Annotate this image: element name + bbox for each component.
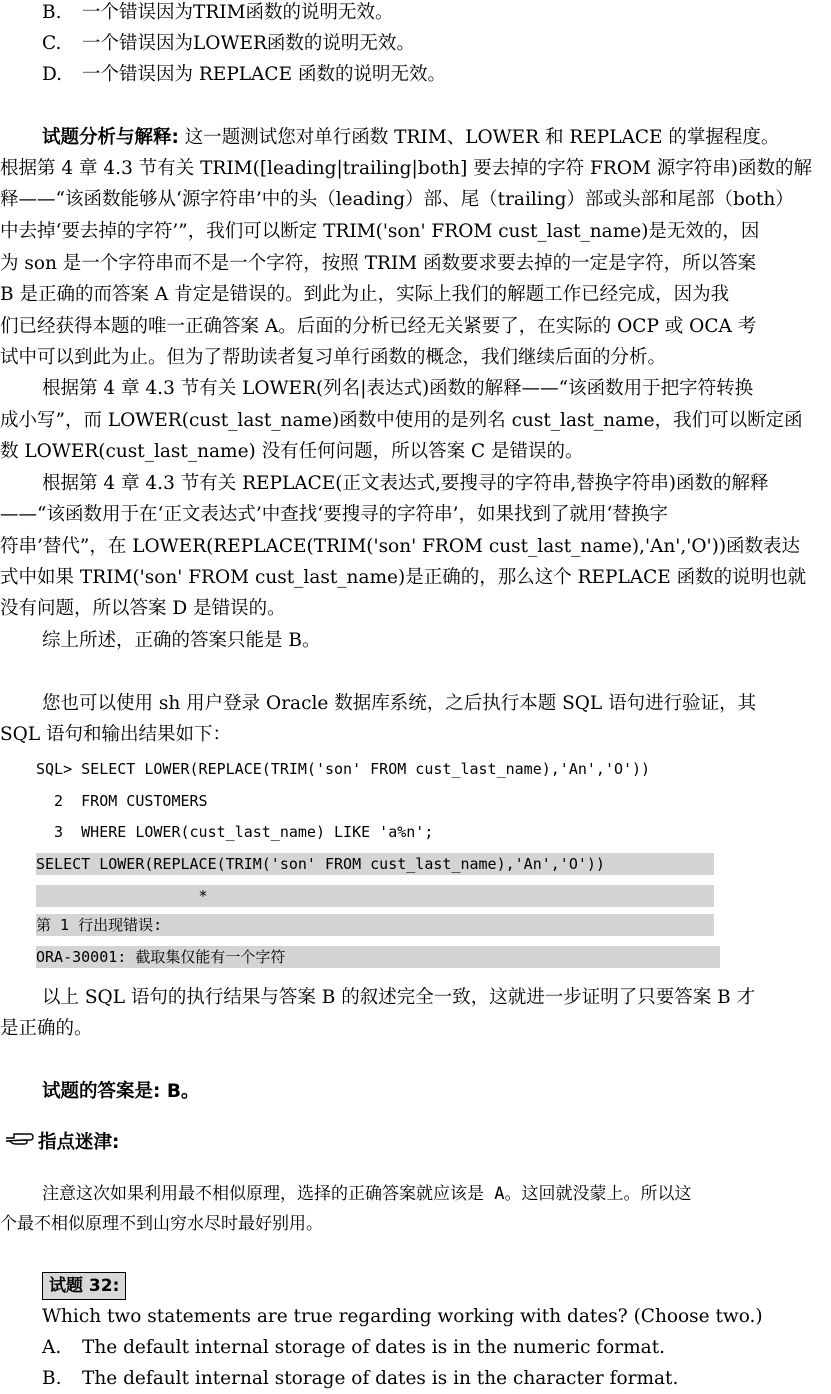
sql-output-line: * <box>36 887 208 905</box>
option-text: 一个错误因为 REPLACE 函数的说明无效。 <box>82 64 446 85</box>
option-key: A. <box>42 1337 62 1358</box>
analysis-line: 成小写”，而 LOWER(cust_last_name)函数中使用的是列名 cust_last_name，我们可以断定函 <box>0 410 803 431</box>
sql-line: 2 FROM CUSTOMERS <box>36 792 208 810</box>
sql-output-line: ORA-30001: 截取集仅能有一个字符 <box>36 948 286 966</box>
analysis-line: 中去掉‘要去掉的字符’”，我们可以断定 TRIM('son' FROM cust_last_name)是无效的，因 <box>0 221 760 242</box>
hint-heading <box>4 1128 831 1158</box>
question-32-prompt: Which two statements are true regarding working with dates? (Choose two.) <box>42 1306 763 1327</box>
sql-line: SQL> SELECT LOWER(REPLACE(TRIM('son' FROM cust_last_name),'An','O')) <box>36 760 651 778</box>
analysis-line: 为 son 是一个字符串而不是一个字符，按照 TRIM 函数要求要去掉的一定是字符，所以答案 <box>0 253 757 274</box>
verify-line: SQL 语句和输出结果如下： <box>0 724 232 745</box>
question-32-label: 试题 32: <box>42 1272 126 1300</box>
analysis-line: B 是正确的而答案 A 肯定是错误的。到此为止，实际上我们的解题工作已经完成，因为我 <box>0 284 730 305</box>
conclusion-line: 以上 SQL 语句的执行结果与答案 B 的叙述完全一致，这就进一步证明了只要答案 B 才 <box>42 987 756 1008</box>
hint-title: 指点迷津: <box>38 1132 120 1153</box>
q32-option-b <box>42 1364 678 1394</box>
q32-option-a <box>42 1333 665 1363</box>
option-d <box>42 60 446 90</box>
option-b <box>42 0 394 28</box>
analysis-line: 符串’替代”，在 LOWER(REPLACE(TRIM('son' FROM cust_last_name),'An','O'))函数表达 <box>0 536 801 557</box>
analysis-line: 试中可以到此为止。但为了帮助读者复习单行函数的概念，我们继续后面的分析。 <box>0 347 667 368</box>
conclusion-line: 是正确的。 <box>0 1018 93 1039</box>
option-text: 一个错误因为TRIM函数的说明无效。 <box>82 2 394 23</box>
sql-output-line: 第 1 行出现错误: <box>36 916 163 934</box>
option-key: B. <box>42 2 62 23</box>
analysis-line: 综上所述，正确的答案只能是 B。 <box>42 630 321 651</box>
analysis-first-line <box>42 123 831 153</box>
analysis-line: 根据第 4 章 4.3 节有关 TRIM([leading|trailing|both] 要去掉的字符 FROM 源字符串)函数的解 <box>0 158 813 179</box>
analysis-label: 试题分析与解释: <box>42 127 179 148</box>
option-key: C. <box>42 33 62 54</box>
option-text: The default internal storage of dates is in the numeric format. <box>82 1337 666 1358</box>
analysis-line: 根据第 4 章 4.3 节有关 LOWER(列名|表达式)函数的解释——“该函数用于把字符转换 <box>42 378 754 399</box>
option-key: D. <box>42 64 63 85</box>
option-text: The default internal storage of dates is in the character format. <box>82 1368 679 1389</box>
option-key: B. <box>42 1368 62 1389</box>
verify-line: 您也可以使用 sh 用户登录 Oracle 数据库系统，之后执行本题 SQL 语句进行验证，其 <box>42 693 757 714</box>
analysis-line: 根据第 4 章 4.3 节有关 REPLACE(正文表达式,要搜寻的字符串,替换字符串)函数的解释 <box>42 473 769 494</box>
analysis-line: ——“该函数用于在‘正文表达式’中查找‘要搜寻的字符串’，如果找到了就用‘替换字 <box>0 504 668 525</box>
hint-line: 注意这次如果利用最不相似原理，选择的正确答案就应该是 A。这回就没蒙上。所以这 <box>42 1184 692 1204</box>
pointing-hand-icon <box>4 1128 38 1158</box>
hint-line: 个最不相似原理不到山穷水尽时最好别用。 <box>0 1214 323 1234</box>
analysis-line: 数 LOWER(cust_last_name) 没有任何问题，所以答案 C 是错误的。 <box>0 441 584 462</box>
analysis-line: 们已经获得本题的唯一正确答案 A。后面的分析已经无关紧要了，在实际的 OCP 或 OCA 考 <box>0 316 757 337</box>
sql-output-line: SELECT LOWER(REPLACE(TRIM('son' FROM cust_last_name),'An','O')) <box>36 855 605 873</box>
analysis-line: 释——“该函数能够从‘源字符串’中的头（leading）部、尾（trailing）部或头部和尾部（both） <box>0 189 794 210</box>
option-c <box>42 29 415 59</box>
sql-line: 3 WHERE LOWER(cust_last_name) LIKE 'a%n'; <box>36 823 434 841</box>
analysis-line: 式中如果 TRIM('son' FROM cust_last_name)是正确的，那么这个 REPLACE 函数的说明也就 <box>0 567 807 588</box>
analysis-text: 这一题测试您对单行函数 TRIM、LOWER 和 REPLACE 的掌握程度。 <box>178 127 780 148</box>
option-text: 一个错误因为LOWER函数的说明无效。 <box>82 33 415 54</box>
analysis-line: 没有问题，所以答案 D 是错误的。 <box>0 598 286 619</box>
answer-line: 试题的答案是: B。 <box>42 1081 200 1102</box>
